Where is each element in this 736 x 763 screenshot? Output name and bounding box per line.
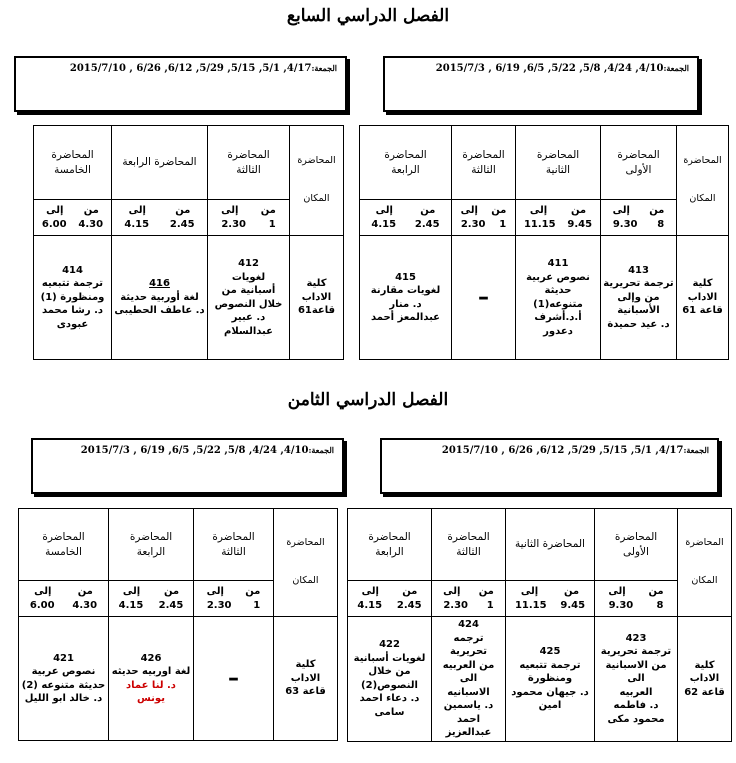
from-label: من: [420, 205, 436, 216]
empty-slot-dash: –: [228, 665, 239, 691]
friday-label: الجمعة:: [683, 445, 709, 455]
from-time: 1: [486, 599, 494, 611]
text-line: د. ياسمين: [443, 700, 494, 711]
semester8-right-dates-box: [380, 438, 719, 494]
to-time: 2.30: [460, 218, 486, 230]
lecture-name-cell: [595, 509, 678, 581]
from-time: 9.45: [567, 218, 593, 230]
course-code: 413: [628, 264, 649, 276]
lecture-name-cell: [360, 126, 452, 200]
from-label: من: [478, 586, 494, 597]
text-line: عبدالمعز أحمد: [370, 312, 441, 323]
friday-label: الجمعة:: [308, 445, 334, 455]
text-line: د. جيهان محمود: [511, 686, 589, 698]
text-line: الثالثة: [456, 545, 481, 558]
text-line: كلية: [694, 659, 715, 671]
text-line: د. فاطمه: [613, 700, 659, 711]
text-line: المحاضرة: [227, 149, 270, 162]
course-cell: [595, 617, 678, 742]
text-line: د. رشا محمد: [41, 305, 104, 317]
time-cell: [109, 581, 194, 617]
text-line: ترجمة تحريرية: [603, 278, 674, 290]
to-label: إلى: [122, 586, 141, 597]
from-time: 2.45: [396, 599, 422, 611]
text-line: نصوص عربية: [31, 666, 96, 677]
from-label: من: [648, 586, 664, 597]
from-time: 9.45: [560, 599, 586, 611]
course-cell: [452, 236, 516, 360]
from-label: من: [260, 205, 276, 216]
course-cell: [601, 236, 677, 360]
text-line: متنوعه(1): [533, 298, 583, 310]
to-label: إلى: [206, 586, 224, 597]
text-line: لغويات: [231, 271, 266, 283]
text-line: د. عبير: [231, 312, 266, 323]
course-cell: [194, 617, 274, 741]
course-cell: [432, 617, 506, 742]
text-line: دعدور: [543, 325, 573, 337]
course-code: 422: [379, 639, 400, 651]
place-cell: [677, 236, 729, 360]
to-label: إلى: [443, 586, 461, 597]
text-line: الاداب: [687, 291, 718, 303]
text-line: من الاسبانية الى: [605, 659, 667, 684]
to-time: 11.15: [523, 218, 556, 230]
empty-slot-dash: –: [478, 284, 489, 310]
dates-text: 4/10, 4/24, 5/8, 5/22, 6/5, 6/19 , 2015/7/3: [435, 63, 664, 74]
text-line: لغويات مقارنة: [370, 285, 441, 296]
friday-label: الجمعة:: [311, 63, 337, 73]
course-cell: [109, 617, 194, 741]
to-time: 4.15: [118, 599, 144, 611]
text-line: أسبانية من: [221, 285, 276, 296]
text-line: كلية: [306, 278, 327, 290]
time-cell: [360, 200, 452, 236]
from-time: 1: [499, 218, 507, 230]
from-time: 2.45: [158, 599, 184, 611]
text-line: الأولى: [623, 545, 649, 558]
from-label: من: [163, 586, 180, 597]
to-label: إلى: [46, 205, 64, 216]
from-label: من: [649, 205, 665, 216]
text-line: أ.د.أشرف: [534, 312, 582, 323]
from-label: من: [175, 205, 191, 216]
to-time: 9.30: [608, 599, 634, 611]
course-code: 425: [539, 646, 561, 657]
course-cell: [19, 617, 109, 741]
from-time: 8: [657, 218, 665, 230]
dates-text: 4/17, 5/1, 5/15, 5/29, 6/12, 6/26 , 2015/7/10: [69, 63, 312, 74]
text-line: ومنظورة: [527, 673, 573, 684]
course-code: 412: [238, 258, 259, 269]
time-cell: [208, 200, 290, 236]
from-time: 8: [656, 599, 664, 611]
text-line: عبودى: [56, 318, 89, 330]
header-row: [348, 509, 732, 581]
text-line: الثالثة: [471, 163, 496, 176]
course-code: 415: [395, 271, 416, 283]
course-code: 426: [140, 652, 162, 664]
place-header-cell: [678, 509, 732, 617]
from-time: 1: [253, 599, 261, 611]
time-cell: [601, 200, 677, 236]
text-line: ترجمه تحريرية: [450, 632, 487, 657]
text-line: المحاضرة: [42, 531, 85, 544]
text-line: ومنظورة (1): [40, 291, 105, 303]
text-line: كلية: [295, 659, 316, 671]
text-line: حديثة متنوعه (2): [21, 679, 106, 691]
time-cell: [112, 200, 208, 236]
from-label: من: [245, 586, 261, 597]
text-line: المحاضرة: [614, 531, 658, 544]
time-cell: [595, 581, 678, 617]
text-line: المحاضرة: [617, 149, 660, 162]
place-cell: [678, 617, 732, 742]
lecture-name-cell: [208, 126, 290, 200]
semester7-left-dates-box: [14, 56, 347, 112]
text-line: المحاضرة الثانية: [515, 538, 585, 551]
time-cell: [34, 200, 112, 236]
text-line: محمود مكى: [607, 713, 665, 725]
text-line: النصوص(2): [361, 679, 418, 691]
from-time: 2.45: [169, 218, 195, 230]
text-line: المحاضرة الرابعة: [122, 156, 197, 169]
course-cell: [360, 236, 452, 360]
header-row: [360, 126, 729, 200]
to-label: إلى: [529, 205, 548, 216]
lecture-name-cell: [112, 126, 208, 200]
from-label: من: [491, 205, 507, 216]
text-line: الخامسة: [45, 545, 82, 558]
time-cell: [194, 581, 274, 617]
course-cell: [516, 236, 601, 360]
lecture-name-cell: [452, 126, 516, 200]
text-line: المكان: [689, 193, 716, 205]
semester8-title: الفصل الدراسي الثامن: [287, 390, 449, 410]
course-code: 421: [53, 652, 74, 664]
text-line: لغة أوربية حديثة: [120, 291, 199, 303]
header-row: [34, 126, 344, 200]
text-line: العربيه: [619, 686, 653, 698]
to-time: 4.15: [371, 218, 397, 230]
time-row: [360, 200, 729, 236]
to-time: 6.00: [41, 218, 67, 230]
text-line: سامى: [374, 706, 405, 718]
to-time: 2.30: [221, 218, 247, 230]
to-label: إلى: [460, 205, 478, 216]
to-time: 4.15: [357, 599, 383, 611]
text-line: الخامسة: [54, 163, 91, 176]
text-line: قاعة 61: [682, 305, 723, 317]
text-line: المحاضرة: [683, 154, 722, 166]
text-line: د. لنا عماد: [126, 679, 176, 691]
text-line: من خلال: [368, 666, 411, 678]
text-line: د. عاطف الحطيبى: [114, 305, 205, 317]
text-line: د. دعاء احمد: [359, 693, 420, 705]
text-line: المحاضرة: [368, 531, 411, 544]
course-cell: [112, 236, 208, 360]
text-line: المكان: [691, 575, 718, 587]
text-line: الاسبانيه: [447, 686, 490, 698]
from-time: 2.45: [414, 218, 440, 230]
text-line: نصوص عربية: [526, 271, 590, 283]
text-line: المحاضرة: [129, 531, 173, 544]
text-line: المحاضرة: [462, 149, 505, 162]
text-line: الرابعة: [375, 545, 404, 558]
place-header-cell: [677, 126, 729, 236]
time-cell: [452, 200, 516, 236]
lecture-name-cell: [34, 126, 112, 200]
text-line: حديثة: [544, 285, 572, 296]
text-line: المحاضرة: [51, 149, 94, 162]
text-line: د. منار: [389, 298, 422, 310]
place-cell: [290, 236, 344, 360]
text-line: د. خالد ابو الليل: [24, 693, 103, 704]
text-line: المحاضرة: [384, 149, 427, 162]
text-line: الاداب: [301, 291, 332, 303]
dates-text: 4/17, 5/1, 5/15, 5/29, 6/12, 6/26 , 2015/7/10: [441, 445, 684, 456]
course-cell: [348, 617, 432, 742]
course-cell: [506, 617, 595, 742]
semester7-right-table: [359, 125, 729, 360]
text-line: قاعة61: [297, 305, 336, 317]
time-cell: [516, 200, 601, 236]
text-line: من وإلى: [617, 291, 660, 303]
text-line: الثانية: [545, 163, 571, 176]
lecture-name-cell: [19, 509, 109, 581]
place-header-cell: [290, 126, 344, 236]
text-line: المحاضرة: [297, 154, 336, 166]
to-time: 2.30: [206, 599, 232, 611]
course-code: 414: [62, 264, 83, 276]
text-line: الثالثة: [236, 163, 261, 176]
to-time: 9.30: [612, 218, 638, 230]
text-line: ترجمة تتبعيه: [41, 278, 104, 290]
lecture-name-cell: [601, 126, 677, 200]
from-time: 4.30: [72, 599, 98, 611]
lecture-name-cell: [348, 509, 432, 581]
text-line: الرابعة: [136, 545, 166, 558]
header-row: [19, 509, 338, 581]
time-cell: [506, 581, 595, 617]
to-time: 6.00: [29, 599, 55, 611]
semester8-left-table: [18, 508, 338, 741]
text-line: كلية: [692, 278, 713, 290]
text-line: المحاضرة: [447, 531, 490, 544]
text-line: المكان: [292, 575, 319, 587]
lecture-name-cell: [516, 126, 601, 200]
friday-label: الجمعة:: [663, 63, 689, 73]
to-label: إلى: [34, 586, 52, 597]
text-line: الأسبانية: [617, 305, 660, 317]
course-code: 423: [625, 632, 647, 644]
course-row: [348, 617, 732, 742]
course-cell: [34, 236, 112, 360]
course-code: 424: [458, 619, 479, 630]
to-time: 11.15: [514, 599, 547, 611]
semester7-left-table: [33, 125, 344, 360]
to-label: إلى: [128, 205, 146, 216]
to-time: 2.30: [443, 599, 469, 611]
time-cell: [348, 581, 432, 617]
to-label: إلى: [375, 205, 393, 216]
text-line: امين: [538, 700, 562, 711]
to-label: إلى: [221, 205, 239, 216]
to-label: إلى: [612, 205, 630, 216]
lecture-name-cell: [194, 509, 274, 581]
text-line: قاعة 63: [285, 686, 326, 698]
course-row: [360, 236, 729, 360]
semester7-right-dates-box: [383, 56, 699, 112]
from-label: من: [77, 586, 93, 597]
text-line: من العربيه الى: [442, 659, 495, 684]
text-line: قاعة 62: [684, 686, 725, 698]
course-code: 416: [149, 278, 170, 290]
time-cell: [432, 581, 506, 617]
to-label: إلى: [608, 586, 626, 597]
text-line: لغويات أسبانية: [353, 652, 426, 664]
place-header-cell: [274, 509, 338, 617]
text-line: المحاضرة: [685, 536, 724, 548]
text-line: المحاضرة: [286, 536, 325, 548]
text-line: د. عيد حميدة: [607, 318, 670, 330]
to-label: إلى: [520, 586, 539, 597]
semester8-right-table: [347, 508, 732, 742]
from-time: 1: [268, 218, 276, 230]
text-line: المكان: [303, 193, 330, 205]
from-label: من: [563, 586, 580, 597]
text-line: الاداب: [290, 672, 321, 684]
course-row: [19, 617, 338, 741]
text-line: احمد عبدالعزيز: [445, 713, 492, 738]
text-line: الرابعة: [391, 163, 420, 176]
text-line: خلال النصوص: [214, 298, 283, 310]
course-cell: [208, 236, 290, 360]
text-line: الأولى: [625, 163, 652, 176]
from-label: من: [570, 205, 587, 216]
time-cell: [19, 581, 109, 617]
text-line: المحاضرة: [536, 149, 580, 162]
from-label: من: [83, 205, 99, 216]
lecture-name-cell: [506, 509, 595, 581]
time-row: [348, 581, 732, 617]
dates-text: 4/10, 4/24, 5/8, 5/22, 6/5, 6/19 , 2015/7/3: [80, 445, 309, 456]
lecture-name-cell: [432, 509, 506, 581]
semester7-title: الفصل الدراسي السابع: [286, 6, 450, 26]
text-line: الثالثة: [221, 545, 246, 558]
place-cell: [274, 617, 338, 741]
text-line: عبدالسلام: [224, 325, 273, 337]
course-code: 411: [547, 258, 569, 269]
text-line: ترجمة تتبعيه: [519, 659, 581, 671]
from-time: 4.30: [78, 218, 104, 230]
course-row: [34, 236, 344, 360]
lecture-name-cell: [109, 509, 194, 581]
text-line: يونس: [137, 693, 165, 704]
from-label: من: [402, 586, 418, 597]
text-line: لغة اوربيه حديثه: [111, 666, 191, 677]
to-label: إلى: [361, 586, 379, 597]
text-line: المحاضرة: [212, 531, 255, 544]
semester8-left-dates-box: [31, 438, 344, 494]
text-line: الاداب: [689, 673, 720, 684]
text-line: ترجمة تحريرية: [600, 646, 672, 657]
to-time: 4.15: [124, 218, 150, 230]
